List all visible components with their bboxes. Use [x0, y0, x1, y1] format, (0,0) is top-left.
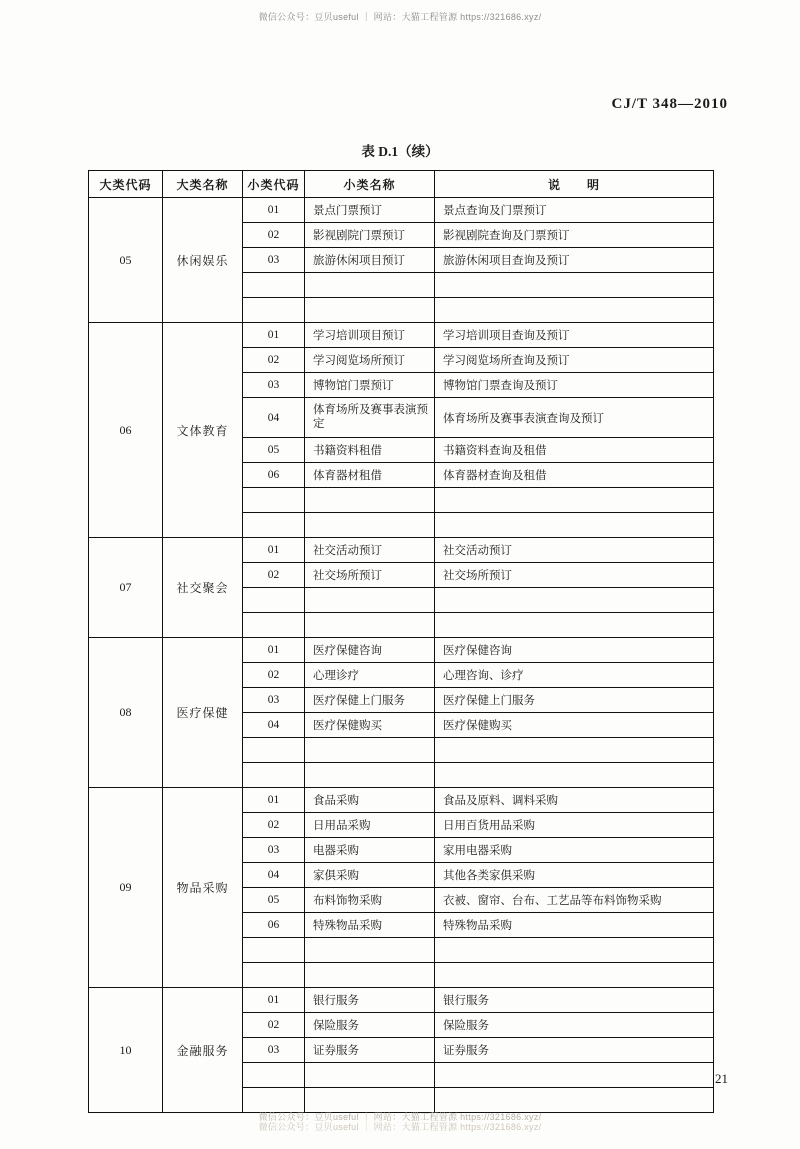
table-row [89, 198, 714, 223]
table-row [89, 638, 714, 663]
minor-code-cell: 02 [243, 663, 305, 688]
minor-code-cell: 03 [243, 688, 305, 713]
description-cell: 社交活动预订 [435, 538, 714, 563]
minor-code-cell: 06 [243, 913, 305, 938]
description-cell: 银行服务 [435, 988, 714, 1013]
description-cell [435, 513, 714, 538]
minor-name-cell: 医疗保健上门服务 [305, 688, 435, 713]
minor-code-cell: 04 [243, 713, 305, 738]
minor-name-cell: 体育器材租借 [305, 463, 435, 488]
description-cell: 景点查询及门票预订 [435, 198, 714, 223]
minor-code-cell: 03 [243, 373, 305, 398]
minor-code-cell: 01 [243, 198, 305, 223]
minor-code-cell: 04 [243, 398, 305, 438]
table-body [89, 198, 714, 1113]
minor-code-cell: 03 [243, 1038, 305, 1063]
minor-code-cell [243, 488, 305, 513]
minor-code-cell: 03 [243, 248, 305, 273]
minor-name-cell: 家俱采购 [305, 863, 435, 888]
description-cell [435, 613, 714, 638]
minor-name-cell [305, 488, 435, 513]
major-name-cell: 休闲娱乐 [163, 198, 243, 323]
minor-name-cell [305, 513, 435, 538]
minor-code-cell: 03 [243, 838, 305, 863]
description-cell: 衣被、窗帘、台布、工艺品等布料饰物采购 [435, 888, 714, 913]
minor-name-cell: 食品采购 [305, 788, 435, 813]
minor-code-cell: 02 [243, 1013, 305, 1038]
description-cell [435, 963, 714, 988]
minor-name-cell: 学习培训项目预订 [305, 323, 435, 348]
minor-name-cell: 书籍资料租借 [305, 438, 435, 463]
minor-code-cell: 05 [243, 888, 305, 913]
minor-name-cell: 医疗保健咨询 [305, 638, 435, 663]
description-cell: 医疗保健上门服务 [435, 688, 714, 713]
minor-code-cell: 01 [243, 788, 305, 813]
minor-name-cell: 旅游休闲项目预订 [305, 248, 435, 273]
description-cell [435, 298, 714, 323]
page-number: 21 [715, 1071, 728, 1086]
minor-name-cell [305, 938, 435, 963]
minor-name-cell: 电器采购 [305, 838, 435, 863]
minor-name-cell: 社交活动预订 [305, 538, 435, 563]
table-row [89, 788, 714, 813]
minor-name-cell: 学习阅览场所预订 [305, 348, 435, 373]
minor-name-cell [305, 273, 435, 298]
minor-name-cell: 银行服务 [305, 988, 435, 1013]
watermark-bottom [0, 1110, 800, 1133]
minor-name-cell [305, 763, 435, 788]
major-code-cell: 09 [89, 788, 163, 988]
description-cell [435, 738, 714, 763]
minor-code-cell [243, 298, 305, 323]
minor-name-cell [305, 613, 435, 638]
minor-name-cell: 证券服务 [305, 1038, 435, 1063]
description-cell: 医疗保健购买 [435, 713, 714, 738]
minor-code-cell [243, 1088, 305, 1113]
table-row [89, 538, 714, 563]
table-row [89, 988, 714, 1013]
standard-code: CJ/T 348—2010 [611, 96, 728, 112]
description-cell: 旅游休闲项目查询及预订 [435, 248, 714, 273]
major-code-cell: 08 [89, 638, 163, 788]
minor-name-cell: 布料饰物采购 [305, 888, 435, 913]
description-cell: 学习阅览场所查询及预订 [435, 348, 714, 373]
major-name-cell: 文体教育 [163, 323, 243, 538]
description-cell: 影视剧院查询及门票预订 [435, 223, 714, 248]
minor-code-cell: 06 [243, 463, 305, 488]
minor-name-cell: 影视剧院门票预订 [305, 223, 435, 248]
minor-name-cell: 保险服务 [305, 1013, 435, 1038]
minor-code-cell [243, 273, 305, 298]
minor-code-cell: 04 [243, 863, 305, 888]
table-caption: 表 D.1（续） [361, 144, 439, 159]
description-cell: 体育器材查询及租借 [435, 463, 714, 488]
minor-name-cell: 特殊物品采购 [305, 913, 435, 938]
minor-code-cell: 01 [243, 538, 305, 563]
watermark-top: 微信公众号：豆贝useful ｜ 网站：大猫工程管源 https://321686.xyz/ [258, 12, 542, 22]
description-cell: 日用百货用品采购 [435, 813, 714, 838]
description-cell: 证券服务 [435, 1038, 714, 1063]
minor-code-cell [243, 613, 305, 638]
minor-name-cell [305, 1088, 435, 1113]
minor-name-cell [305, 298, 435, 323]
minor-code-cell: 02 [243, 563, 305, 588]
minor-name-cell: 景点门票预订 [305, 198, 435, 223]
minor-name-cell [305, 963, 435, 988]
minor-code-cell: 05 [243, 438, 305, 463]
description-cell: 食品及原料、调料采购 [435, 788, 714, 813]
minor-name-cell: 医疗保健购买 [305, 713, 435, 738]
major-name-cell: 医疗保健 [163, 638, 243, 788]
column-header-minor-name: 小类名称 [305, 171, 435, 198]
major-code-cell: 10 [89, 988, 163, 1113]
description-cell [435, 488, 714, 513]
description-cell: 特殊物品采购 [435, 913, 714, 938]
minor-name-cell: 博物馆门票预订 [305, 373, 435, 398]
major-code-cell: 05 [89, 198, 163, 323]
minor-code-cell: 01 [243, 988, 305, 1013]
description-cell [435, 763, 714, 788]
minor-name-cell: 日用品采购 [305, 813, 435, 838]
minor-code-cell: 01 [243, 323, 305, 348]
minor-code-cell: 01 [243, 638, 305, 663]
minor-code-cell [243, 963, 305, 988]
description-cell [435, 1088, 714, 1113]
minor-code-cell [243, 513, 305, 538]
description-cell: 学习培训项目查询及预订 [435, 323, 714, 348]
description-cell: 家用电器采购 [435, 838, 714, 863]
major-code-cell: 06 [89, 323, 163, 538]
minor-name-cell [305, 738, 435, 763]
watermark-bottom-line2: 微信公众号：豆贝useful ｜ 网站：大猫工程管源 https://321686.xyz/ [258, 1122, 542, 1132]
minor-code-cell [243, 763, 305, 788]
major-name-cell: 社交聚会 [163, 538, 243, 638]
minor-name-cell [305, 1063, 435, 1088]
description-cell: 其他各类家俱采购 [435, 863, 714, 888]
description-cell: 社交场所预订 [435, 563, 714, 588]
minor-name-cell [305, 588, 435, 613]
major-name-cell: 物品采购 [163, 788, 243, 988]
table-header [89, 171, 714, 198]
watermark-bottom-line1: 微信公众号：豆贝useful ｜ 网站：大猫工程管源 https://321686.xyz/ [258, 1112, 542, 1122]
minor-code-cell [243, 738, 305, 763]
description-cell [435, 273, 714, 298]
column-header-major-name: 大类名称 [163, 171, 243, 198]
minor-code-cell: 02 [243, 223, 305, 248]
minor-code-cell: 02 [243, 348, 305, 373]
column-header-major-code: 大类代码 [89, 171, 163, 198]
column-header-description: 说 明 [435, 171, 714, 198]
minor-code-cell [243, 588, 305, 613]
minor-name-cell: 心理诊疗 [305, 663, 435, 688]
minor-name-cell: 社交场所预订 [305, 563, 435, 588]
minor-code-cell [243, 938, 305, 963]
major-code-cell: 07 [89, 538, 163, 638]
column-header-minor-code: 小类代码 [243, 171, 305, 198]
description-cell [435, 588, 714, 613]
major-name-cell: 金融服务 [163, 988, 243, 1113]
minor-name-cell: 体育场所及赛事表演预定 [305, 398, 435, 438]
service-classification-table [88, 170, 714, 1113]
description-cell: 医疗保健咨询 [435, 638, 714, 663]
table-header-row [89, 171, 714, 198]
table-row [89, 323, 714, 348]
description-cell [435, 938, 714, 963]
description-cell: 保险服务 [435, 1013, 714, 1038]
minor-code-cell: 02 [243, 813, 305, 838]
description-cell [435, 1063, 714, 1088]
description-cell: 博物馆门票查询及预订 [435, 373, 714, 398]
description-cell: 书籍资料查询及租借 [435, 438, 714, 463]
minor-code-cell [243, 1063, 305, 1088]
description-cell: 体育场所及赛事表演查询及预订 [435, 398, 714, 438]
description-cell: 心理咨询、诊疗 [435, 663, 714, 688]
table-container [88, 170, 713, 1113]
